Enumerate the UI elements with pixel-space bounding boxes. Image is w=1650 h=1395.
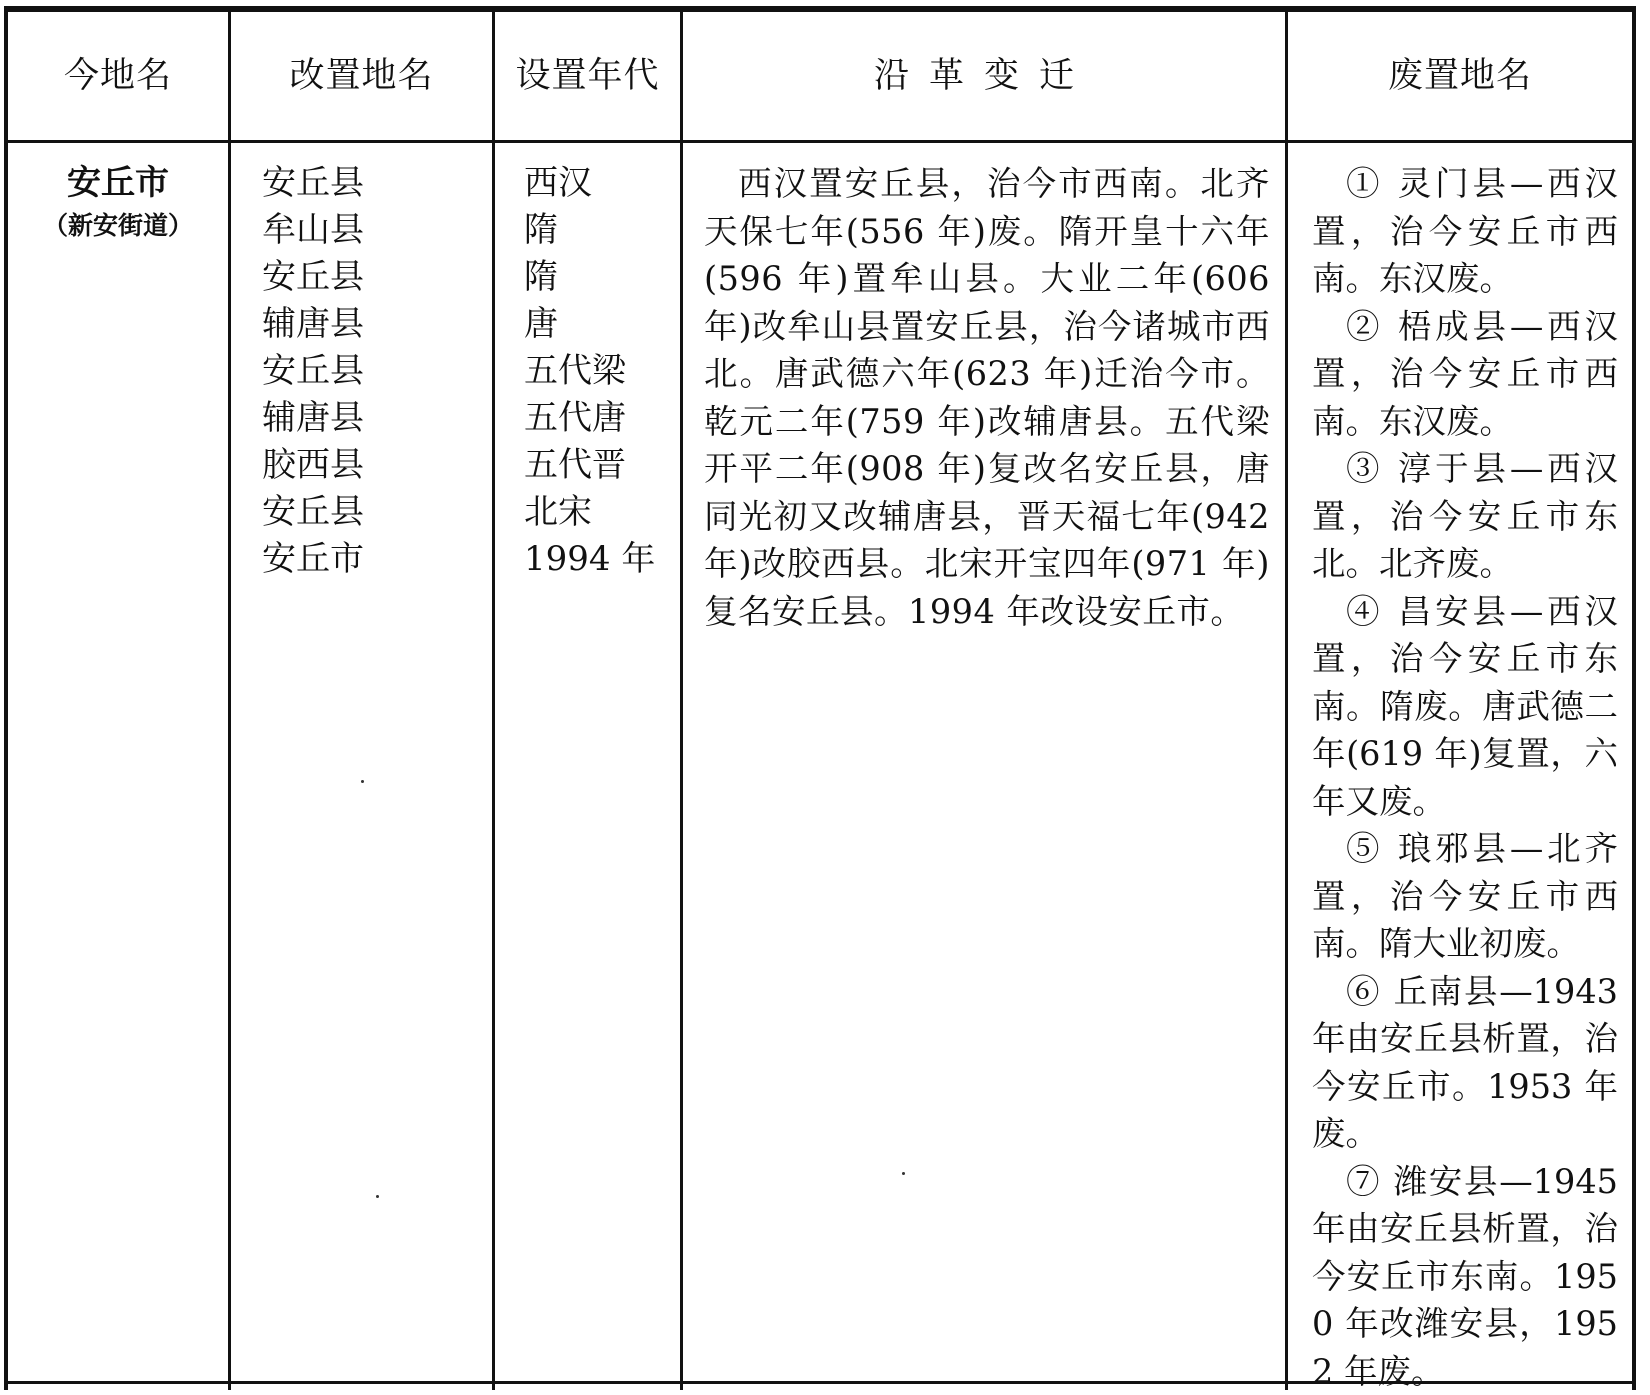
header-history: 沿革变迁 (683, 6, 1285, 140)
column-divider (680, 6, 683, 1390)
table-right-border (1632, 6, 1636, 1390)
abolished-place-entry: ④ 昌安县—西汉置，治今安丘市东南。隋废。唐武德二年(619 年)复置，六年又废。 (1312, 588, 1618, 826)
column-divider (492, 6, 495, 1390)
current-name: 安丘市 (8, 160, 228, 206)
list-item: 五代梁 (524, 348, 674, 395)
list-item: 安丘县 (262, 489, 482, 536)
header-abolished-place: 废置地名 (1288, 6, 1632, 140)
abolished-place-entry: ⑦ 潍安县—1945 年由安丘县析置，治今安丘市东南。1950 年改潍安县，1952 年废。 (1312, 1158, 1618, 1395)
list-item: 五代晋 (524, 442, 674, 489)
scan-speck (902, 1172, 905, 1175)
established-eras-cell (524, 160, 674, 583)
list-item: 唐 (524, 301, 674, 348)
header-current-name: 今地名 (8, 6, 228, 140)
history-text: 西汉置安丘县，治今市西南。北齐天保七年(556 年)废。隋开皇十六年(596 年)置牟山县。大业二年(606 年)改牟山县置安丘县，治今诸城市西北。唐武德六年(623 年)迁治今市。乾元二年(759 年)改辅唐县。五代梁开平二年(908 年)复改名安丘县，唐同光初又改辅唐县，晋天福七年(942 年)改胶西县。北宋开宝四年(971 年)复名安丘县。1994 年改设安丘市。 (704, 160, 1270, 635)
list-item: 五代唐 (524, 395, 674, 442)
abolished-place-entry: ⑤ 琅邪县—北齐置，治今安丘市西南。隋大业初废。 (1312, 825, 1618, 968)
column-divider (1285, 6, 1288, 1390)
list-item: 安丘县 (262, 254, 482, 301)
header-renamed-place: 改置地名 (231, 6, 492, 140)
list-item: 胶西县 (262, 442, 482, 489)
header-divider (4, 140, 1634, 143)
list-item: 隋 (524, 254, 674, 301)
abolished-places-cell (1312, 160, 1618, 1395)
list-item: 辅唐县 (262, 395, 482, 442)
renamed-places-cell (262, 160, 482, 583)
scan-speck (361, 780, 364, 783)
abolished-place-entry: ② 梧成县—西汉置，治今安丘市西南。东汉废。 (1312, 303, 1618, 446)
list-item: 1994 年 (524, 536, 674, 583)
list-item: 北宋 (524, 489, 674, 536)
current-name-note: （新安街道） (8, 206, 228, 246)
list-item: 辅唐县 (262, 301, 482, 348)
scan-speck (376, 1195, 379, 1198)
list-item: 安丘县 (262, 160, 482, 207)
header-established-era: 设置年代 (495, 6, 680, 140)
list-item: 安丘市 (262, 536, 482, 583)
list-item: 安丘县 (262, 348, 482, 395)
current-name-cell (8, 160, 228, 246)
abolished-place-entry: ③ 淳于县—西汉置，治今安丘市东北。北齐废。 (1312, 445, 1618, 588)
abolished-place-entry: ⑥ 丘南县—1943 年由安丘县析置，治今安丘市。1953 年废。 (1312, 968, 1618, 1158)
list-item: 隋 (524, 207, 674, 254)
list-item: 西汉 (524, 160, 674, 207)
column-divider (228, 6, 231, 1390)
abolished-place-entry: ① 灵门县—西汉置，治今安丘市西南。东汉废。 (1312, 160, 1618, 303)
list-item: 牟山县 (262, 207, 482, 254)
